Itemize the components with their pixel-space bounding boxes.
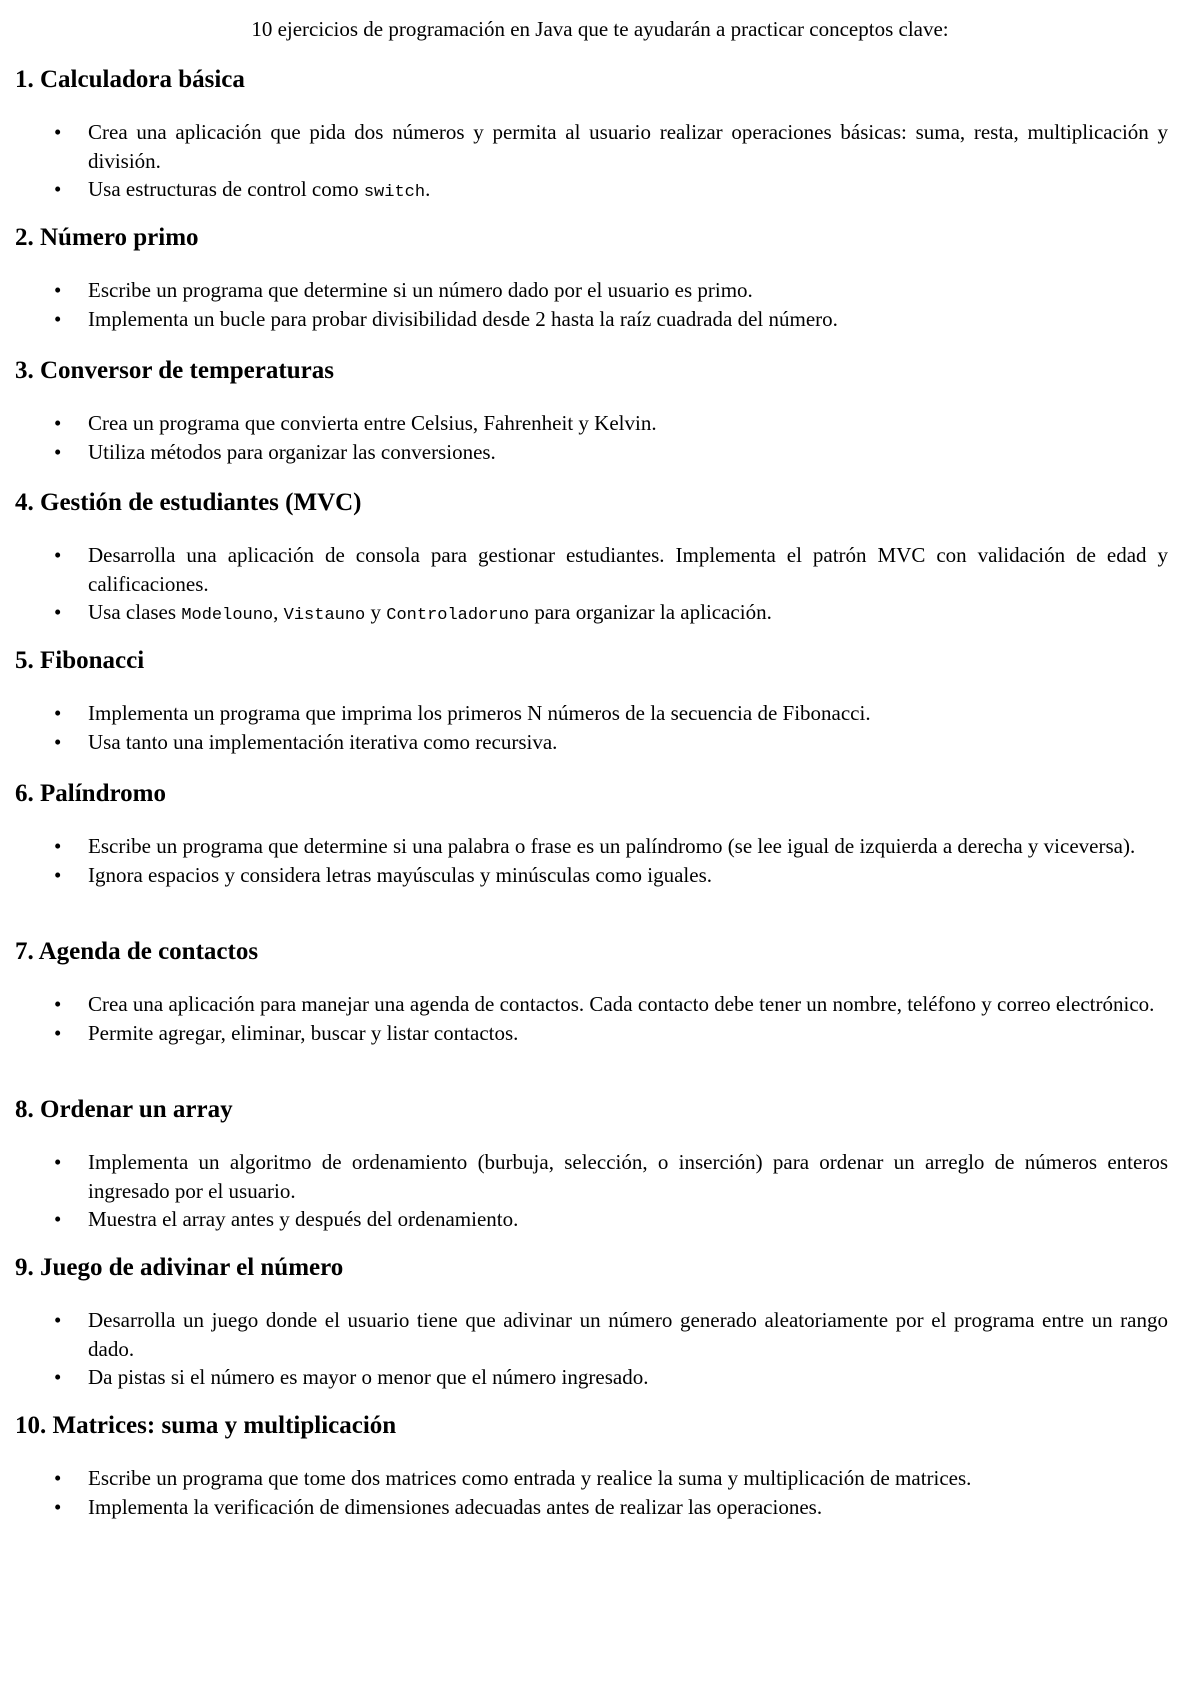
list-item: • Permite agregar, eliminar, buscar y listar contactos. — [88, 1019, 1168, 1048]
code-modelouno: Modelouno — [181, 606, 274, 625]
list-item: • Escribe un programa que tome dos matrices como entrada y realice la suma y multiplicación de matrices. — [88, 1464, 1168, 1493]
bullet-list — [0, 541, 1200, 631]
list-item: • Escribe un programa que determine si un número dado por el usuario es primo. — [88, 276, 1168, 305]
bullet-list — [0, 118, 1200, 208]
code-controladoruno: Controladoruno — [386, 606, 530, 625]
section-title: 7. Agenda de contactos — [15, 938, 259, 965]
bullet-list — [0, 1148, 1200, 1234]
list-item: • Muestra el array antes y después del ordenamiento. — [88, 1205, 1168, 1234]
bullet-list — [0, 699, 1200, 756]
item-text: Usa clases — [88, 600, 182, 624]
list-item: • Implementa un bucle para probar divisibilidad desde 2 hasta la raíz cuadrada del número. — [88, 305, 1168, 334]
section-title: 4. Gestión de estudiantes (MVC) — [15, 489, 362, 516]
section-title: 2. Número primo — [15, 224, 199, 251]
list-item: • Implementa un algoritmo de ordenamiento (burbuja, selección, o inserción) para ordenar un arreglo de números enteros ingresado por el usuario. — [88, 1148, 1168, 1205]
section-title: 5. Fibonacci — [15, 647, 145, 674]
section-title: 6. Palíndromo — [15, 780, 166, 807]
section-title: 9. Juego de adivinar el número — [15, 1254, 344, 1281]
list-item: • Ignora espacios y considera letras mayúsculas y minúsculas como iguales. — [88, 861, 1168, 890]
code-vistauno: Vistauno — [283, 606, 366, 625]
list-item: • Crea una aplicación para manejar una agenda de contactos. Cada contacto debe tener un nombre, teléfono y correo electrónico. — [88, 990, 1168, 1019]
list-item: • Crea una aplicación que pida dos números y permita al usuario realizar operaciones básicas: suma, resta, multiplicación y división. — [88, 118, 1168, 175]
bullet-list — [0, 409, 1200, 466]
bullet-list — [0, 1464, 1200, 1521]
list-item: • Crea un programa que convierta entre Celsius, Fahrenheit y Kelvin. — [88, 409, 1168, 438]
list-item: • Implementa un programa que imprima los primeros N números de la secuencia de Fibonacci. — [88, 699, 1168, 728]
bullet-list — [0, 832, 1200, 889]
item-text: , — [273, 600, 284, 624]
intro-text: 10 ejercicios de programación en Java que te ayudarán a practicar conceptos clave: — [251, 17, 949, 41]
list-item — [88, 175, 1168, 208]
section-title: 1. Calculadora básica — [15, 66, 245, 93]
list-item — [88, 598, 1168, 631]
item-text: y — [365, 600, 387, 624]
list-item: • Utiliza métodos para organizar las conversiones. — [88, 438, 1168, 467]
bullet-list — [0, 276, 1200, 333]
code-switch: switch — [363, 183, 426, 202]
list-item: • Escribe un programa que determine si una palabra o frase es un palíndromo (se lee igual de izquierda a derecha y viceversa). — [88, 832, 1168, 861]
item-text: Usa estructuras de control como — [88, 177, 364, 201]
list-item: • Implementa la verificación de dimensiones adecuadas antes de realizar las operaciones. — [88, 1493, 1168, 1522]
bullet-list — [0, 1306, 1200, 1392]
list-item: • Desarrolla un juego donde el usuario tiene que adivinar un número generado aleatoriamente por el programa entre un rango dado. — [88, 1306, 1168, 1363]
section-title: 8. Ordenar un array — [15, 1096, 233, 1123]
list-item: • Desarrolla una aplicación de consola para gestionar estudiantes. Implementa el patrón MVC con validación de edad y calificaciones. — [88, 541, 1168, 598]
item-text: . — [425, 177, 431, 201]
list-item: • Da pistas si el número es mayor o menor que el número ingresado. — [88, 1363, 1168, 1392]
section-title: 3. Conversor de temperaturas — [15, 357, 334, 384]
item-text: para organizar la aplicación. — [529, 600, 772, 624]
bullet-list — [0, 990, 1200, 1047]
section-title: 10. Matrices: suma y multiplicación — [15, 1412, 397, 1439]
list-item: • Usa tanto una implementación iterativa como recursiva. — [88, 728, 1168, 757]
